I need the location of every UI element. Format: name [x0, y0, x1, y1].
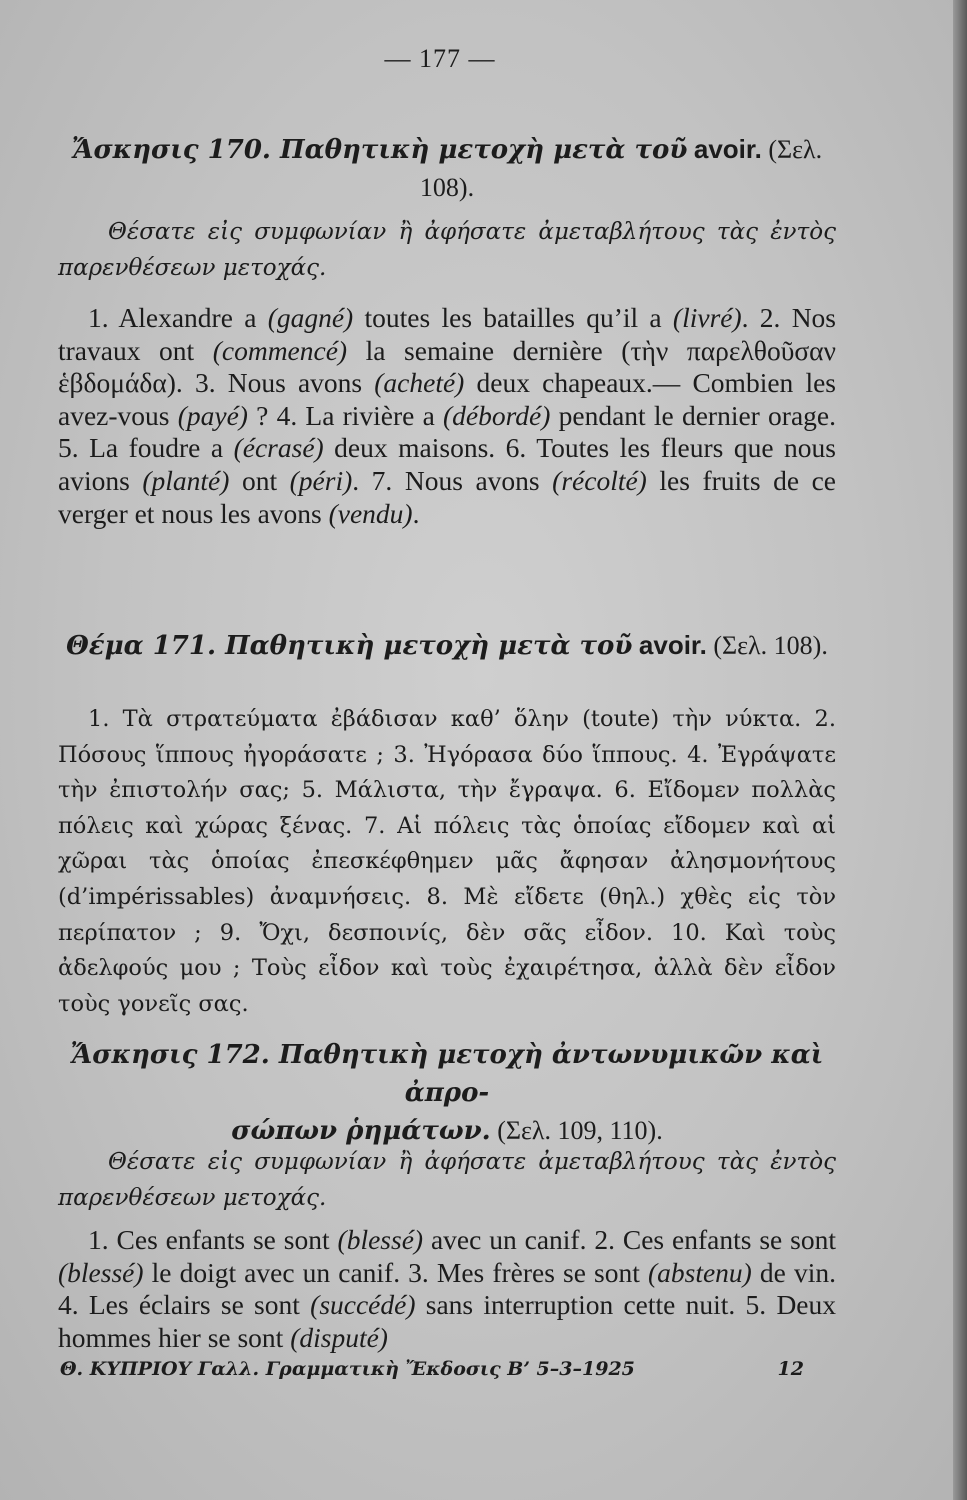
footer-imprint: Θ. ΚΥΠΡΙΟΥ Γαλλ. Γραμματικὴ Ἔκδοσις Β’ 5–3–1925 [60, 1358, 635, 1380]
exercise-172-instruction: Θέσατε εἰς συμφωνίαν ἢ ἀφήσατε ἀμεταβλήτους τὰς ἐντὸς παρενθέσεων μετοχάς. [58, 1149, 836, 1211]
exercise-170-instruction: Θέσατε εἰς συμφωνίαν ἢ ἀφήσατε ἀμεταβλήτους τὰς ἐντὸς παρενθέσεων μετοχάς. [58, 219, 836, 281]
exercise-172-text: 1. Ces enfants se sont (blessé) avec un canif. 2. Ces enfants se sont (blessé) le doigt avec un canif. 3. Mes frères se sont (abstenu) de vin. 4. Les éclairs se sont (succédé) sans interruption cette nuit. 5. Deux hommes hier se sont (disputé) [58, 1224, 837, 1353]
exercise-170-reference: (Σελ. 108). [419, 135, 823, 202]
page-footer [60, 1358, 804, 1380]
theme-171-heading [58, 626, 836, 665]
page-number: — 177 — [384, 44, 496, 73]
theme-171-text: 1. Τὰ στρατεύματα ἐβάδισαν καθ’ ὅλην (toute) τὴν νύκτα. 2. Πόσους ἵππους ἠγοράσατε ; 3. Ἠγόρασα δύο ἵππους. 4. Ἐγράψατε τὴν ἐπιστολήν σας; 5. Μάλιστα, τὴν ἔγραψα. 6. Εἴδομεν πολλὰς πόλεις καὶ χώρας ξένας. 7. Αἱ πόλεις τὰς ὁποίας εἴδομεν καὶ αἱ χῶραι τὰς ὁποίας ἐπεσκέφθημεν μᾶς ἄφησαν ἀλησμονήτους (d’impérissables) ἀναμνήσεις. 8. Μὲ εἴδετε (θηλ.) χθὲς εἰς τὸν περίπατον ; 9. Ὄχι, δεσποινίς, δὲν σᾶς εἶδον. 10. Καὶ τοὺς ἀδελφούς μου ; Τοὺς εἶδον καὶ τοὺς ἐχαιρέτησα, ἀλλὰ δὲν εἶδον τοὺς γονεῖς σας. [58, 706, 836, 1017]
page-edge-shadow [953, 0, 967, 1500]
theme-171-reference: (Σελ. 108). [713, 631, 828, 660]
exercise-170-title: Ἄσκησις 170. Παθητικὴ μετοχὴ μετὰ τοῦ [71, 135, 688, 165]
theme-171-title-latin: avoir. [638, 630, 707, 660]
exercise-172-title-cont: σώπων ῥημάτων. [231, 1116, 491, 1146]
exercise-170-heading [58, 130, 836, 207]
exercise-172-reference: (Σελ. 109, 110). [497, 1116, 663, 1145]
theme-171-title: Θέμα 171. Παθητικὴ μετοχὴ μετὰ τοῦ [66, 631, 633, 661]
exercise-172-title: Ἄσκησις 172. Παθητικὴ μετοχὴ ἀντωνυμικῶν καὶ ἀπρο- [70, 1040, 824, 1108]
exercise-170-title-latin: avoir. [693, 134, 762, 164]
exercise-172-heading [58, 1036, 836, 1150]
exercise-170-text: 1. Alexandre a (gagné) toutes les batailles qu’il a (livré). 2. Nos travaux ont (commencé) la semaine dernière (τὴν παρελθοῦσαν ἑβδομάδα). 3. Nous avons (acheté) deux chapeaux.— Combien les avez-vous (payé) ? 4. La rivière a (débordé) pendant le dernier orage. 5. La foudre a (écrasé) deux maisons. 6. Toutes les fleurs que nous avions (planté) ont (péri). 7. Nous avons (récolté) les fruits de ce verger et nous les avons (vendu). [58, 302, 837, 529]
exercise-172-title-line1 [58, 1036, 836, 1112]
footer-signature-number: 12 [777, 1358, 804, 1380]
